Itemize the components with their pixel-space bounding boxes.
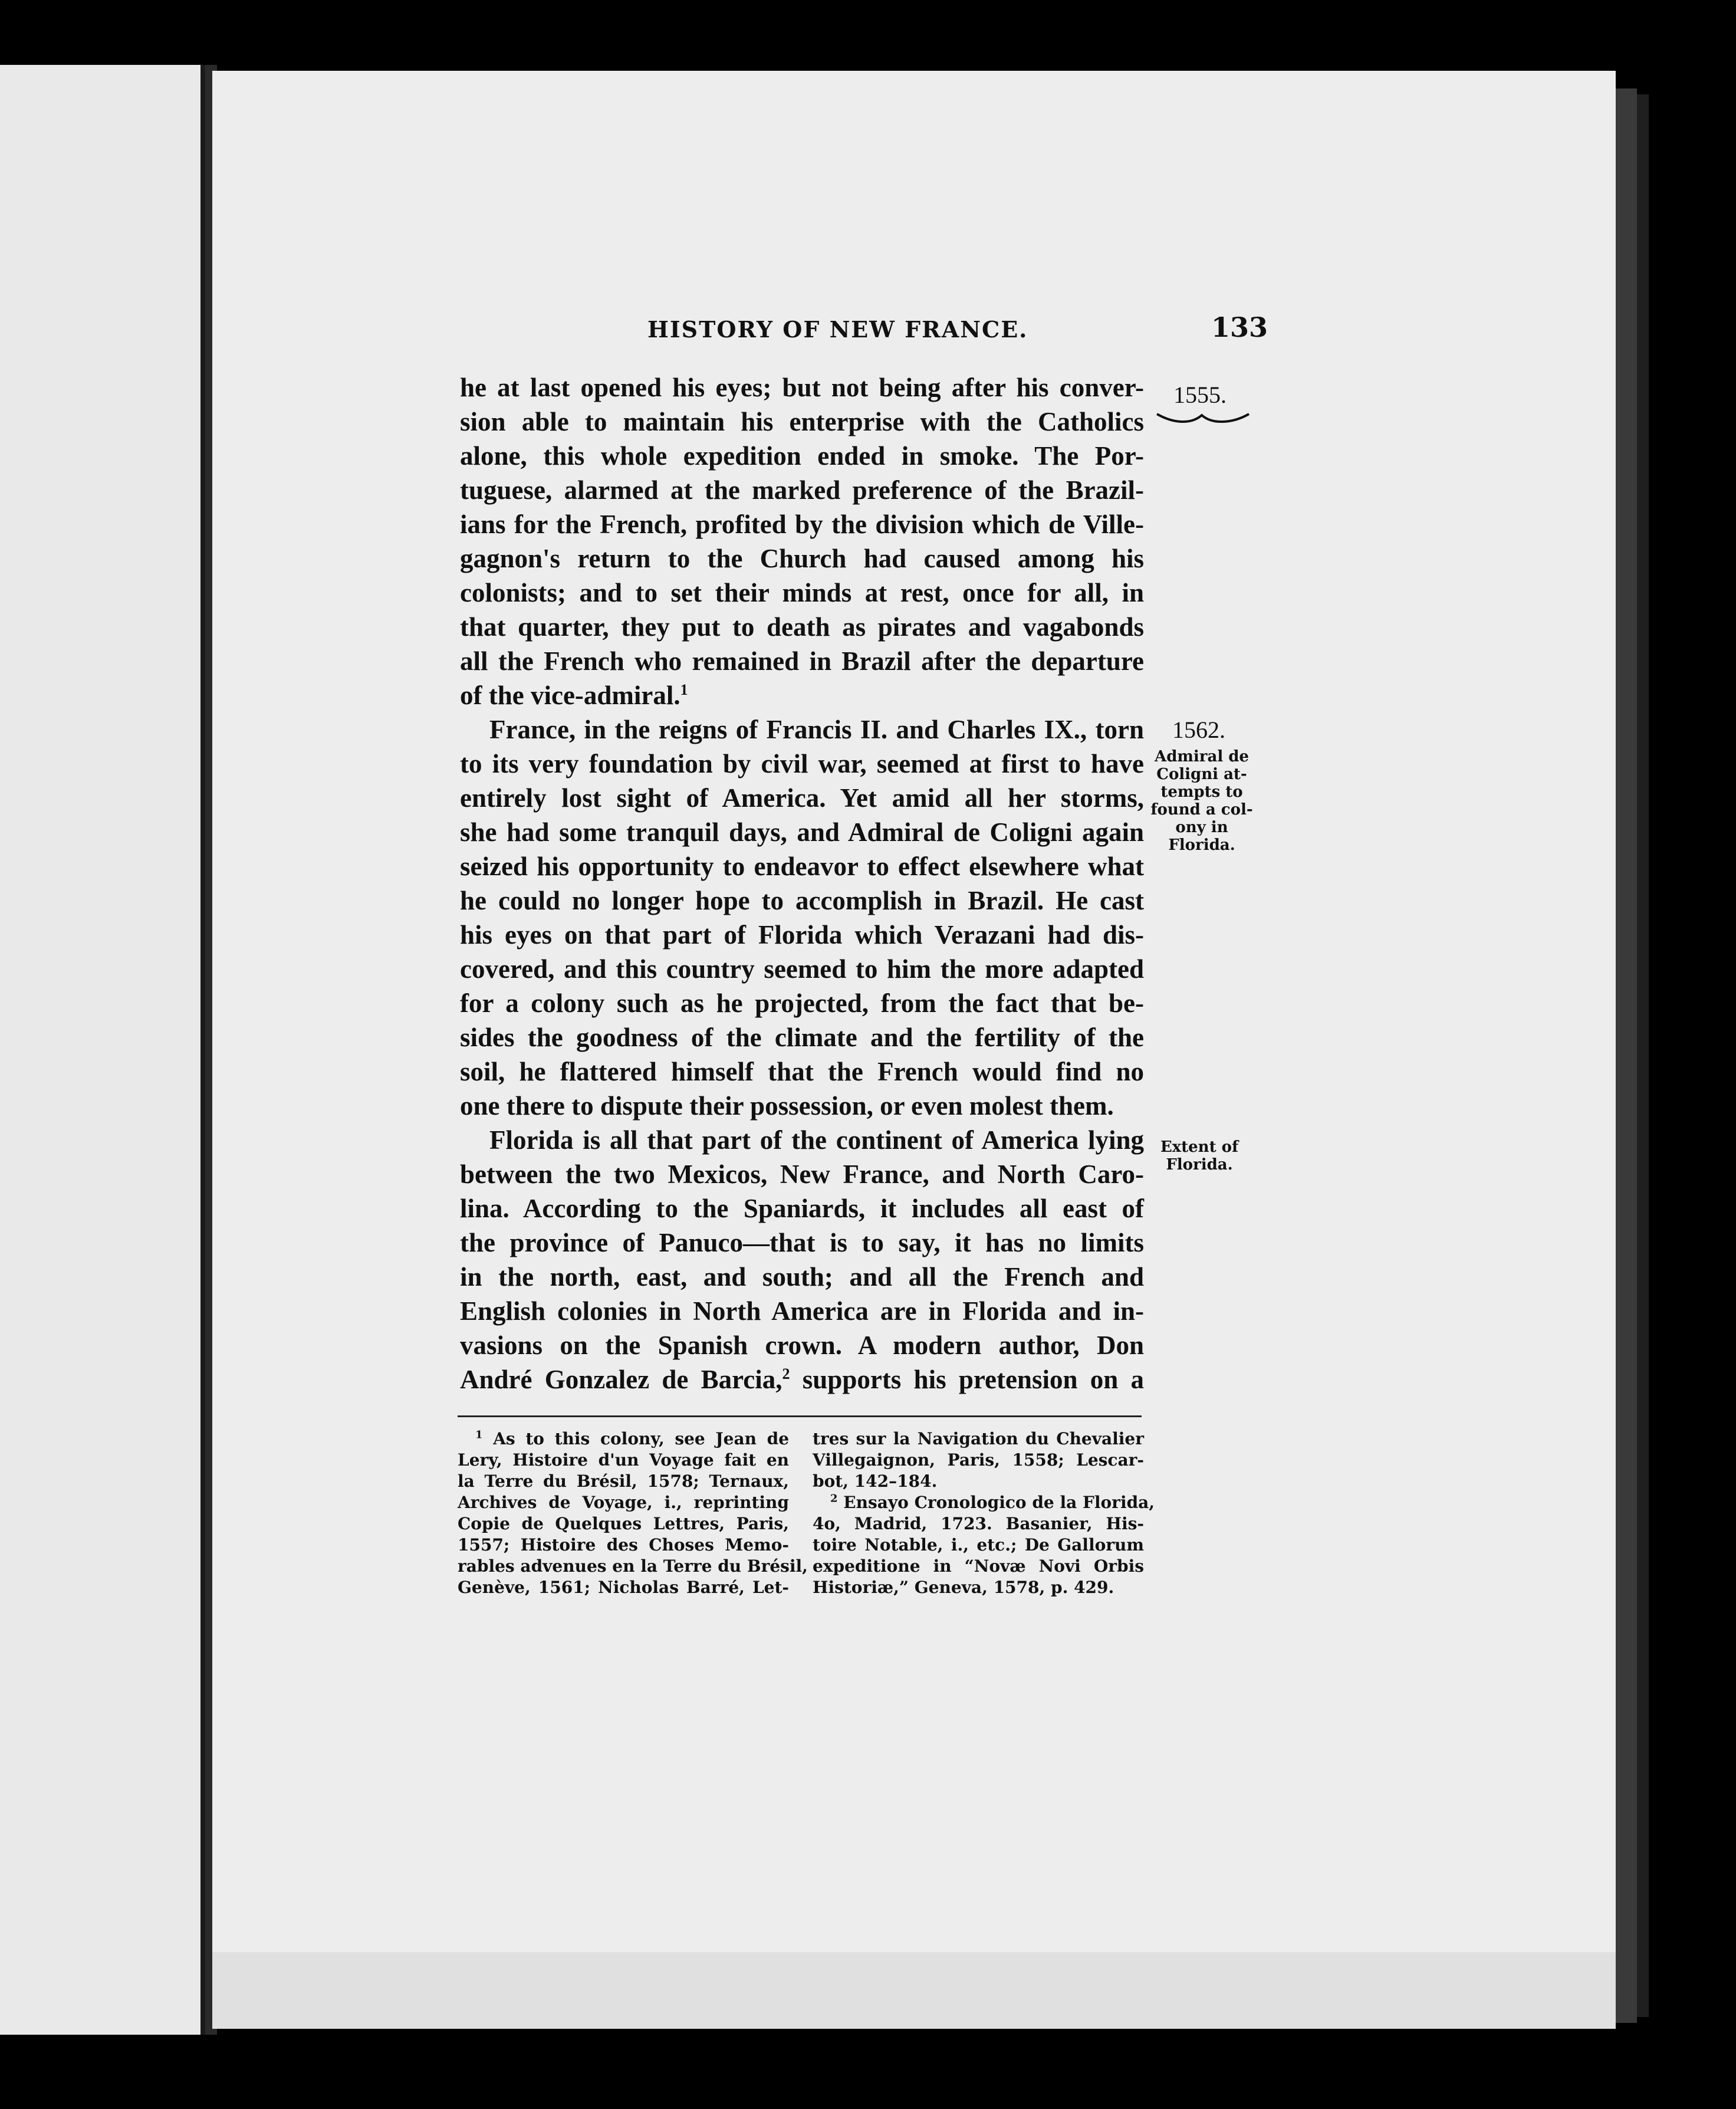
footnote-line: Copie de Quelques Lettres, Paris,: [458, 1514, 789, 1533]
text-line: he could no longer hope to accomplish in Brazil. He cast: [460, 886, 1144, 915]
text-line: lina. According to the Spaniards, it includes all east of: [460, 1194, 1144, 1223]
text-segment: André Gonzalez de Barcia,: [460, 1365, 782, 1394]
page-fore-edge: [1616, 88, 1637, 2023]
footnote-line: [458, 1428, 789, 1450]
text-line: tuguese, alarmed at the marked preference of the Brazil-: [460, 475, 1144, 505]
body-text: [460, 370, 1144, 1397]
footnote-line: [813, 1492, 1155, 1513]
margin-year-1562: 1562.: [1172, 717, 1225, 743]
text-line: [460, 678, 1144, 712]
footnote-line: toire Notable, i., etc.; De Gallorum: [813, 1535, 1144, 1555]
margin-brace-icon: [1156, 410, 1250, 428]
footnote-line: 4o, Madrid, 1723. Basanier, His-: [813, 1514, 1144, 1533]
margin-note-line: Florida.: [1166, 1156, 1233, 1174]
margin-note-coligni: [1149, 748, 1255, 854]
left-page-edge: [200, 65, 205, 2035]
margin-note-line: found a col-: [1150, 801, 1253, 819]
text-line: his eyes on that part of Florida which Verazani had dis-: [460, 920, 1144, 950]
margin-note-line: Coligni at-: [1156, 766, 1247, 783]
text-line: English colonies in North America are in Florida and in-: [460, 1296, 1144, 1326]
text-line: [460, 1362, 1144, 1397]
footnote-line: Genève, 1561; Nicholas Barré, Let-: [458, 1578, 789, 1597]
left-page: [0, 65, 205, 2035]
text-line: France, in the reigns of Francis II. and Charles IX., torn: [489, 715, 1144, 744]
text-line: to its very foundation by civil war, seemed at first to have: [460, 749, 1144, 778]
margin-note-line: ony in: [1175, 819, 1228, 836]
text-line: alone, this whole expedition ended in smoke. The Por-: [460, 441, 1144, 471]
text-line: sides the goodness of the climate and the fertility of the: [460, 1023, 1144, 1052]
text-line: for a colony such as he projected, from the fact that be-: [460, 988, 1144, 1018]
footnote-line: Villegaignon, Paris, 1558; Lescar-: [813, 1450, 1144, 1470]
text-line: covered, and this country seemed to him the more adapted: [460, 954, 1144, 984]
page-number: 133: [1211, 311, 1268, 343]
footnote-segment: Ensayo Cronologico de la Florida,: [843, 1493, 1155, 1512]
text-segment: of the vice-admiral.: [460, 681, 680, 710]
footnote-line: tres sur la Navigation du Chevalier: [813, 1429, 1144, 1448]
margin-note-line: tempts to: [1160, 783, 1243, 801]
text-line: vasions on the Spanish crown. A modern author, Don: [460, 1331, 1144, 1360]
footnote-segment: As to this colony, see Jean de: [493, 1429, 790, 1448]
margin-note-line: Admiral de: [1155, 748, 1249, 766]
text-line: that quarter, they put to death as pirates and vagabonds: [460, 612, 1144, 642]
margin-note-line: Extent of: [1160, 1138, 1239, 1156]
text-line: the province of Panuco—that is to say, it has no limits: [460, 1228, 1144, 1257]
footnote-marker: 2: [782, 1365, 790, 1382]
footnote-line: expeditione in “Novæ Novi Orbis: [813, 1556, 1144, 1576]
footnote-line: rables advenues en la Terre du Brésil,: [458, 1556, 808, 1576]
text-segment: supports his pretension on a: [790, 1365, 1144, 1394]
footnote-line: bot, 142–184.: [813, 1471, 938, 1491]
text-line: he at last opened his eyes; but not being after his conver-: [460, 373, 1144, 402]
footnote-marker: 1: [475, 1428, 483, 1441]
running-title: HISTORY OF NEW FRANCE.: [647, 316, 1028, 343]
footnote-marker: 1: [680, 681, 688, 698]
text-line: soil, he flattered himself that the French would find no: [460, 1057, 1144, 1086]
footnote-line: la Terre du Brésil, 1578; Ternaux,: [458, 1471, 789, 1491]
footnote-rule: [458, 1415, 1142, 1417]
text-line: gagnon's return to the Church had caused among his: [460, 544, 1144, 573]
footnote-column-right: [813, 1428, 1155, 1598]
margin-note-extent: [1152, 1138, 1247, 1174]
text-line: sion able to maintain his enterprise with the Catholics: [460, 407, 1144, 436]
text-line: entirely lost sight of America. Yet amid all her storms,: [460, 783, 1144, 813]
text-line: ians for the French, profited by the division which de Ville-: [460, 510, 1144, 539]
page-bottom-band: [212, 1952, 1616, 2029]
text-line: seized his opportunity to endeavor to effect elsewhere what: [460, 852, 1144, 881]
footnote-line: Archives de Voyage, i., reprinting: [458, 1493, 789, 1512]
text-line: colonists; and to set their minds at rest, once for all, in: [460, 578, 1144, 607]
footnote-line: Lery, Histoire d'un Voyage fait en: [458, 1450, 789, 1470]
book-cover-edge: [1637, 94, 1649, 2017]
footnotes: [458, 1428, 1155, 1598]
footnote-line: 1557; Histoire des Choses Memo-: [458, 1535, 789, 1555]
text-line: in the north, east, and south; and all the French and: [460, 1262, 1144, 1292]
text-line: one there to dispute their possession, or even molest them.: [460, 1091, 1114, 1121]
text-line: between the two Mexicos, New France, and North Caro-: [460, 1159, 1144, 1189]
text-line: Florida is all that part of the continent of America lying: [489, 1125, 1144, 1155]
text-line: she had some tranquil days, and Admiral de Coligni again: [460, 817, 1144, 847]
footnote-column-left: [458, 1428, 808, 1598]
text-line: all the French who remained in Brazil after the departure: [460, 646, 1144, 676]
margin-year-1555: 1555.: [1173, 382, 1227, 408]
footnote-line: Historiæ,” Geneva, 1578, p. 429.: [813, 1578, 1114, 1597]
margin-note-line: Florida.: [1168, 836, 1235, 854]
footnote-marker: 2: [830, 1492, 838, 1505]
